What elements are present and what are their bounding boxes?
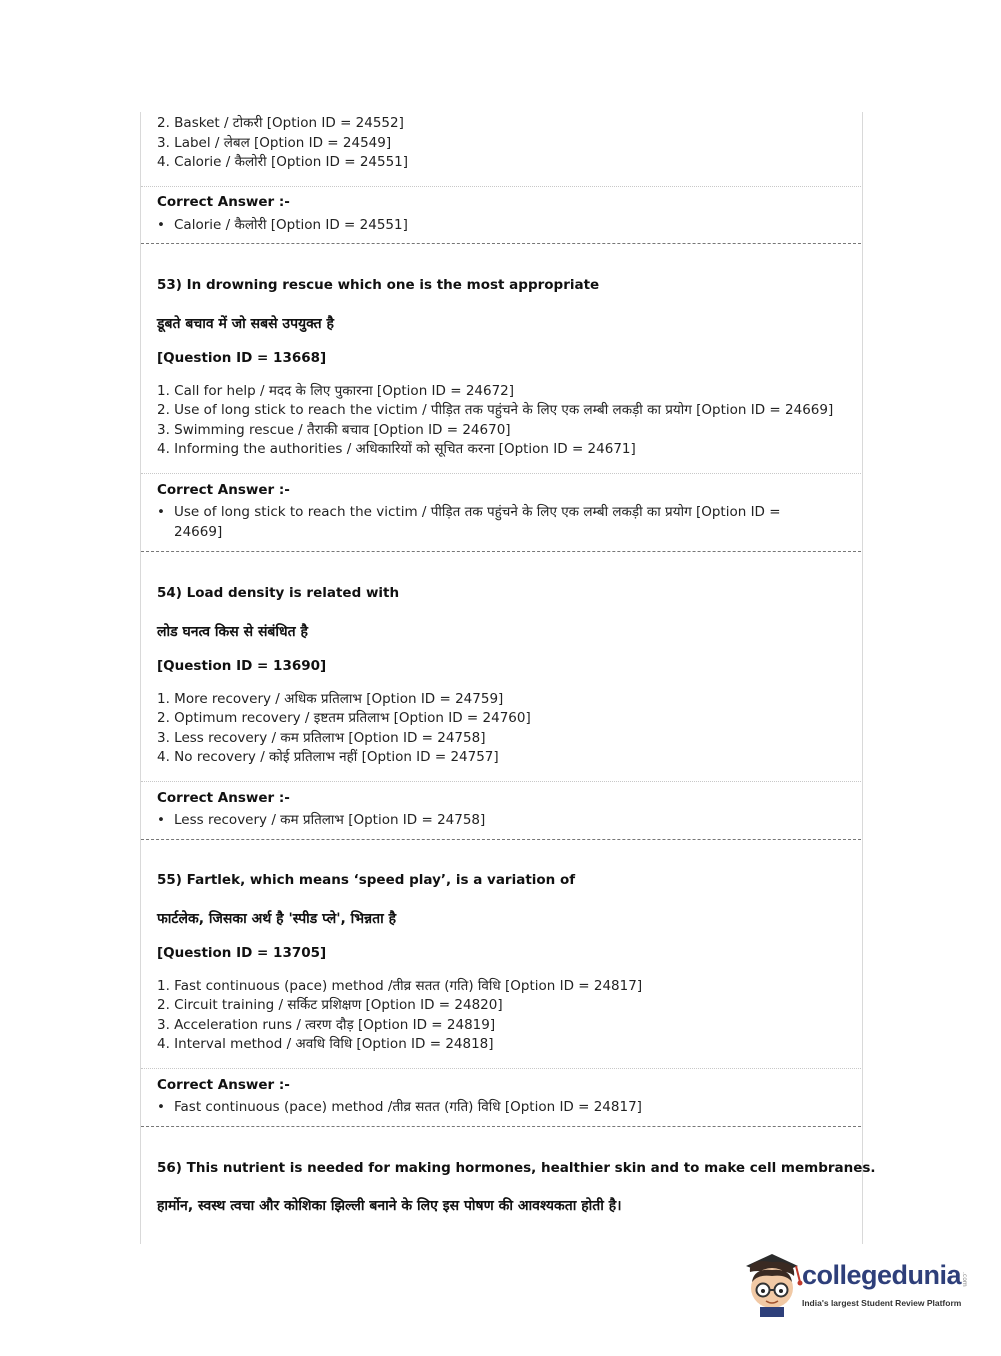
option-line: 2. Optimum recovery / इष्टतम प्रतिलाभ [Option ID = 24760] [157,710,531,726]
logo-wordmark: collegedunia [802,1260,962,1290]
option-line: 3. Acceleration runs / त्वरण दौड़ [Option ID = 24819] [157,1017,496,1033]
correct-answer-heading: Correct Answer :- [157,1077,290,1093]
logo-tagline: India's largest Student Review Platform [802,1298,962,1308]
option-line: 3. Less recovery / कम प्रतिलाभ [Option ID = 24758] [157,730,486,746]
section-divider [141,473,861,474]
question-id: [Question ID = 13705] [157,945,327,961]
correct-answer-text-continued: 24669] [174,524,223,540]
mascot-icon [742,1250,804,1320]
option-line: 3. Label / लेबल [Option ID = 24549] [157,135,392,151]
correct-answer-text: Less recovery / कम प्रतिलाभ [Option ID = 24758] [174,812,486,828]
option-line: 3. Swimming rescue / तैराकी बचाव [Option ID = 24670] [157,422,511,438]
option-line: 1. More recovery / अधिक प्रतिलाभ [Option ID = 24759] [157,691,504,707]
question-title-hi: हार्मोन, स्वस्थ त्वचा और कोशिका झिल्ली बनाने के लिए इस पोषण की आवश्यकता होती है। [157,1198,622,1214]
option-line: 2. Circuit training / सर्किट प्रशिक्षण [Option ID = 24820] [157,997,503,1013]
question-separator [141,551,861,552]
option-line: 4. Informing the authorities / अधिकारियों को सूचित करना [Option ID = 24671] [157,441,636,457]
option-line: 2. Basket / टोकरी [Option ID = 24552] [157,115,404,131]
question-title-en: 54) Load density is related with [157,585,400,601]
question-title-hi: डूबते बचाव में जो सबसे उपयुक्त है [157,316,334,332]
question-title-en: 56) This nutrient is needed for making hormones, healthier skin and to make cell membranes. [157,1160,876,1176]
question-separator [141,243,861,244]
correct-answer-item [157,810,817,830]
question-id: [Question ID = 13690] [157,658,327,674]
question-title-hi: लोड घनत्व किस से संबंधित है [157,624,308,640]
bullet-icon: • [157,217,165,233]
option-line: 4. Calorie / कैलोरी [Option ID = 24551] [157,154,409,170]
correct-answer-heading: Correct Answer :- [157,482,290,498]
option-line: 2. Use of long stick to reach the victim / पीड़ित तक पहुंचने के लिए एक लम्बी लकड़ी का प्रयोग [Option ID = 24669] [157,402,834,418]
bullet-icon: • [157,1099,165,1115]
collegedunia-logo[interactable] [742,1250,972,1320]
question-id: [Question ID = 13668] [157,350,327,366]
section-divider [141,186,861,187]
option-line: 4. Interval method / अवधि विधि [Option ID = 24818] [157,1036,494,1052]
correct-answer-heading: Correct Answer :- [157,194,290,210]
correct-answer-item [157,215,817,235]
option-line: 1. Call for help / मदद के लिए पुकारना [Option ID = 24672] [157,383,515,399]
logo-domain-suffix: .com [961,1272,968,1287]
bullet-icon: • [157,504,165,520]
correct-answer-text: Calorie / कैलोरी [Option ID = 24551] [174,217,408,233]
correct-answer-item [157,1097,817,1117]
correct-answer-text: Use of long stick to reach the victim / पीड़ित तक पहुंचने के लिए एक लम्बी लकड़ी का प्रयोग [Option ID = [174,504,781,520]
question-title-en: 53) In drowning rescue which one is the most appropriate [157,277,600,293]
option-line: 4. No recovery / कोई प्रतिलाभ नहीं [Option ID = 24757] [157,749,499,765]
question-title-en: 55) Fartlek, which means ‘speed play’, is a variation of [157,872,576,888]
question-title-hi: फार्टलेक, जिसका अर्थ है 'स्पीड प्ले', भिन्नता है [157,911,397,927]
bullet-icon: • [157,812,165,828]
correct-answer-text: Fast continuous (pace) method /तीव्र सतत (गति) विधि [Option ID = 24817] [174,1099,642,1115]
correct-answer-heading: Correct Answer :- [157,790,290,806]
question-separator [141,839,861,840]
option-line: 1. Fast continuous (pace) method /तीव्र सतत (गति) विधि [Option ID = 24817] [157,978,643,994]
correct-answer-item [157,502,817,542]
section-divider [141,781,861,782]
section-divider [141,1068,861,1069]
question-separator [141,1126,861,1127]
